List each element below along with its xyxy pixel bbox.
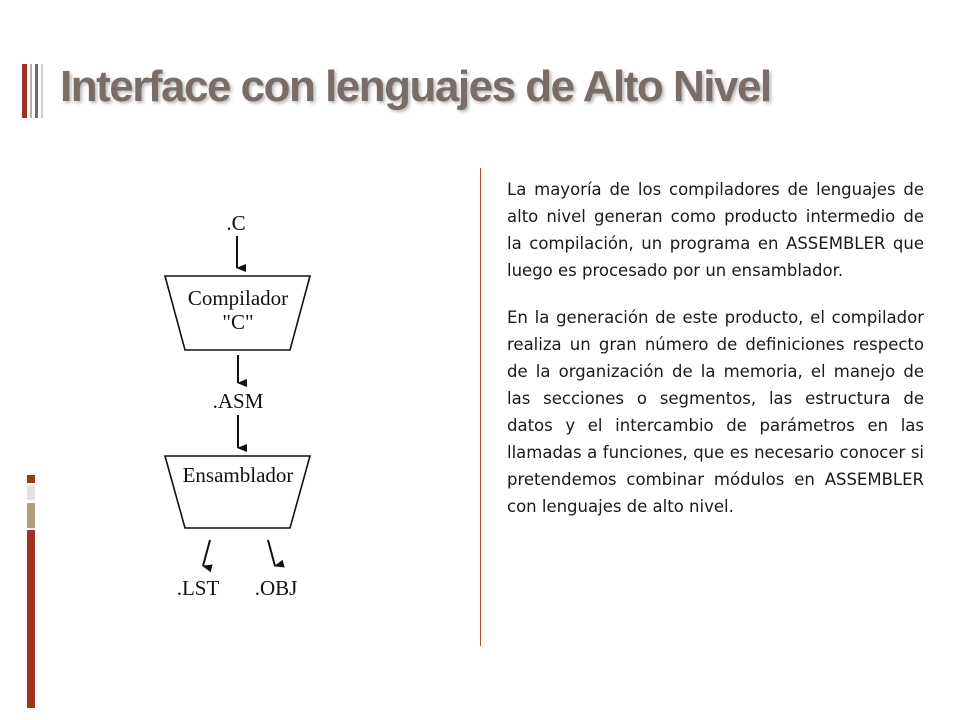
side-accent-bar: [27, 530, 35, 708]
intermediate-file-label: .ASM: [212, 389, 264, 413]
output-lst-label: .LST: [176, 576, 220, 600]
title-accent-bar: [30, 64, 32, 118]
side-accent-square: [27, 503, 35, 528]
compiler-label: Compilador: [187, 286, 289, 310]
column-divider: [480, 168, 481, 646]
input-file-label: .C: [226, 211, 246, 235]
slide-title: Interface con lenguajes de Alto Nivel: [60, 62, 771, 111]
paragraph: La mayoría de los compiladores de lenguajes de alto nivel generan como producto intermedio de la compilación, un programa en ASSEMBLER que luego es procesado por un ensamblador.: [507, 180, 924, 280]
compiler-sublabel: "C": [222, 310, 254, 334]
title-accent-bar: [41, 64, 43, 118]
arrow-down-left: [203, 540, 210, 566]
paragraph: En la generación de este producto, el compilador realiza un gran número de definiciones respecto de la organización de la memoria, el manejo de las secciones o segmentos, las estructura de datos y el intercambio de parámetros en las llamadas a funciones, que es necesario conocer si pretendemos combinar módulos en ASSEMBLER con lenguajes de alto nivel.: [507, 308, 924, 516]
body-text: [507, 176, 924, 540]
title-accent-bar: [35, 64, 38, 118]
assembler-label: Ensamblador: [182, 463, 294, 487]
compilation-flow-diagram: [150, 190, 320, 610]
arrow-down-right: [268, 540, 275, 566]
side-accent-square: [27, 485, 35, 500]
title-accent-bar: [22, 64, 27, 118]
output-obj-label: .OBJ: [254, 576, 298, 600]
side-accent-square: [27, 475, 35, 483]
